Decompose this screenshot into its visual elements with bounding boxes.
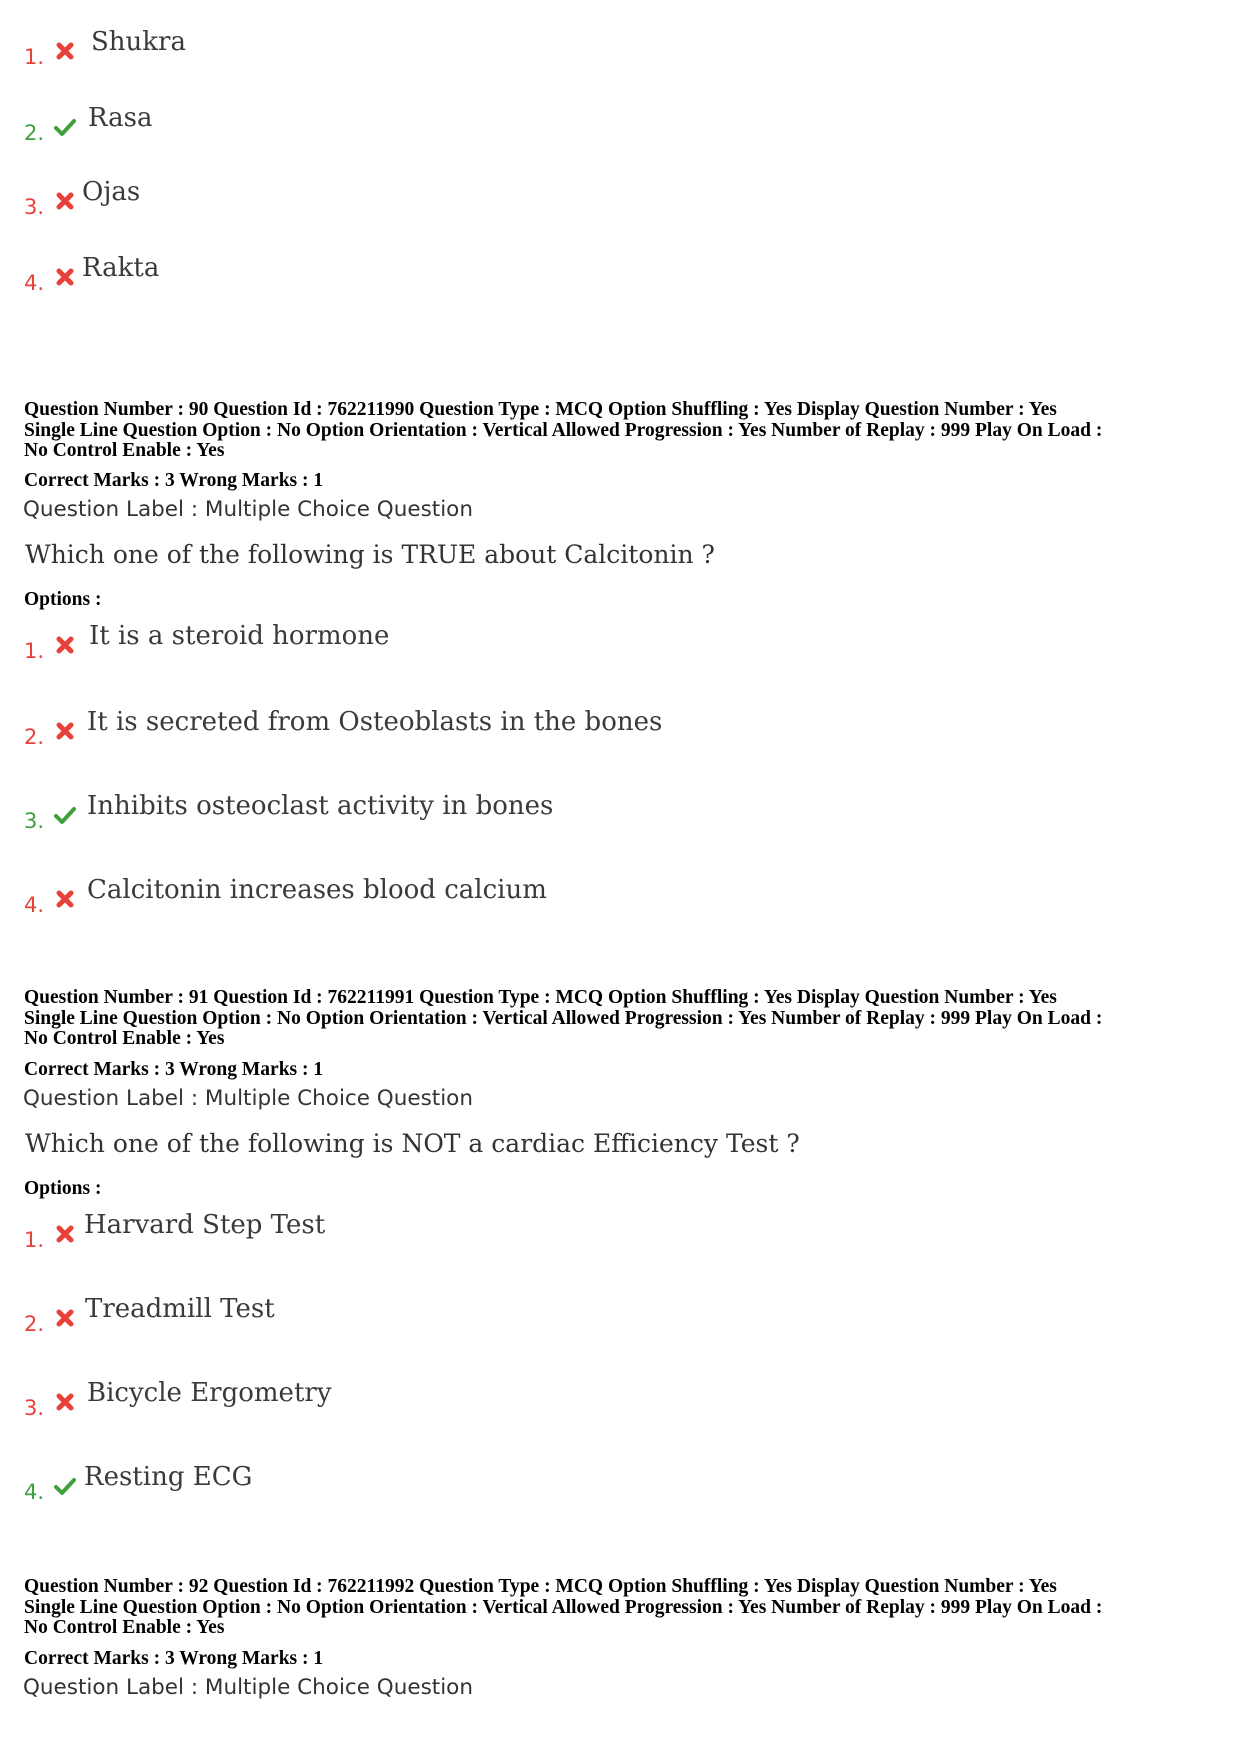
question-label: Question Label : Multiple Choice Question [23, 497, 473, 522]
cross-icon [54, 1391, 76, 1413]
meta-line: Question Number : 92 Question Id : 762211992 Question Type : MCQ Option Shuffling : Yes Display Question Number : Yes [24, 1576, 1057, 1597]
cross-icon [54, 40, 76, 62]
option-number: 1. [24, 1228, 45, 1252]
check-icon [54, 804, 76, 826]
option-number: 3. [24, 1396, 45, 1420]
cross-icon [54, 266, 76, 288]
option-number: 3. [24, 809, 45, 833]
meta-line: Question Number : 90 Question Id : 762211990 Question Type : MCQ Option Shuffling : Yes Display Question Number : Yes [24, 399, 1057, 420]
meta-line: No Control Enable : Yes [24, 440, 225, 461]
option-number: 4. [24, 271, 45, 295]
marks-line: Correct Marks : 3 Wrong Marks : 1 [24, 1648, 324, 1669]
option-number: 2. [24, 121, 45, 145]
question-label: Question Label : Multiple Choice Question [23, 1675, 473, 1700]
option-text: Harvard Step Test [84, 1210, 326, 1240]
question-meta [24, 1577, 1224, 1639]
cross-icon [54, 634, 76, 656]
option-text: It is a steroid hormone [89, 621, 390, 651]
option-number: 4. [24, 893, 45, 917]
option-number: 2. [24, 725, 45, 749]
option-text: It is secreted from Osteoblasts in the bones [87, 707, 663, 737]
meta-line: Single Line Question Option : No Option Orientation : Vertical Allowed Progression : Yes Number of Replay : 999 Play On Load : [24, 1596, 1103, 1618]
meta-line: No Control Enable : Yes [24, 1028, 225, 1049]
cross-icon [54, 1307, 76, 1329]
option-text: Rasa [88, 103, 153, 133]
options-heading: Options : [24, 1178, 102, 1199]
question-label: Question Label : Multiple Choice Question [23, 1086, 473, 1111]
check-icon [54, 1475, 76, 1497]
option-number: 1. [24, 639, 45, 663]
question-meta [24, 400, 1224, 462]
question-text: Which one of the following is TRUE about Calcitonin ? [25, 540, 715, 569]
cross-icon [54, 1223, 76, 1245]
cross-icon [54, 190, 76, 212]
options-heading: Options : [24, 589, 102, 610]
meta-line: Question Number : 91 Question Id : 762211991 Question Type : MCQ Option Shuffling : Yes Display Question Number : Yes [24, 987, 1057, 1008]
option-text: Resting ECG [84, 1462, 253, 1492]
meta-line: Single Line Question Option : No Option Orientation : Vertical Allowed Progression : Yes Number of Replay : 999 Play On Load : [24, 419, 1103, 441]
marks-line: Correct Marks : 3 Wrong Marks : 1 [24, 470, 324, 491]
option-text: Ojas [82, 177, 141, 207]
question-meta [24, 988, 1224, 1050]
option-text: Inhibits osteoclast activity in bones [87, 791, 554, 821]
meta-line: Single Line Question Option : No Option Orientation : Vertical Allowed Progression : Yes Number of Replay : 999 Play On Load : [24, 1007, 1103, 1029]
option-text: Bicycle Ergometry [87, 1378, 332, 1408]
meta-line: No Control Enable : Yes [24, 1617, 225, 1638]
option-number: 2. [24, 1312, 45, 1336]
option-number: 3. [24, 195, 45, 219]
check-icon [54, 116, 76, 138]
option-text: Treadmill Test [85, 1294, 275, 1324]
cross-icon [54, 720, 76, 742]
option-number: 1. [24, 45, 45, 69]
marks-line: Correct Marks : 3 Wrong Marks : 1 [24, 1059, 324, 1080]
option-number: 4. [24, 1480, 45, 1504]
question-text: Which one of the following is NOT a cardiac Efficiency Test ? [25, 1129, 800, 1158]
option-text: Shukra [91, 27, 186, 57]
option-text: Rakta [82, 253, 160, 283]
cross-icon [54, 888, 76, 910]
option-text: Calcitonin increases blood calcium [87, 875, 547, 905]
